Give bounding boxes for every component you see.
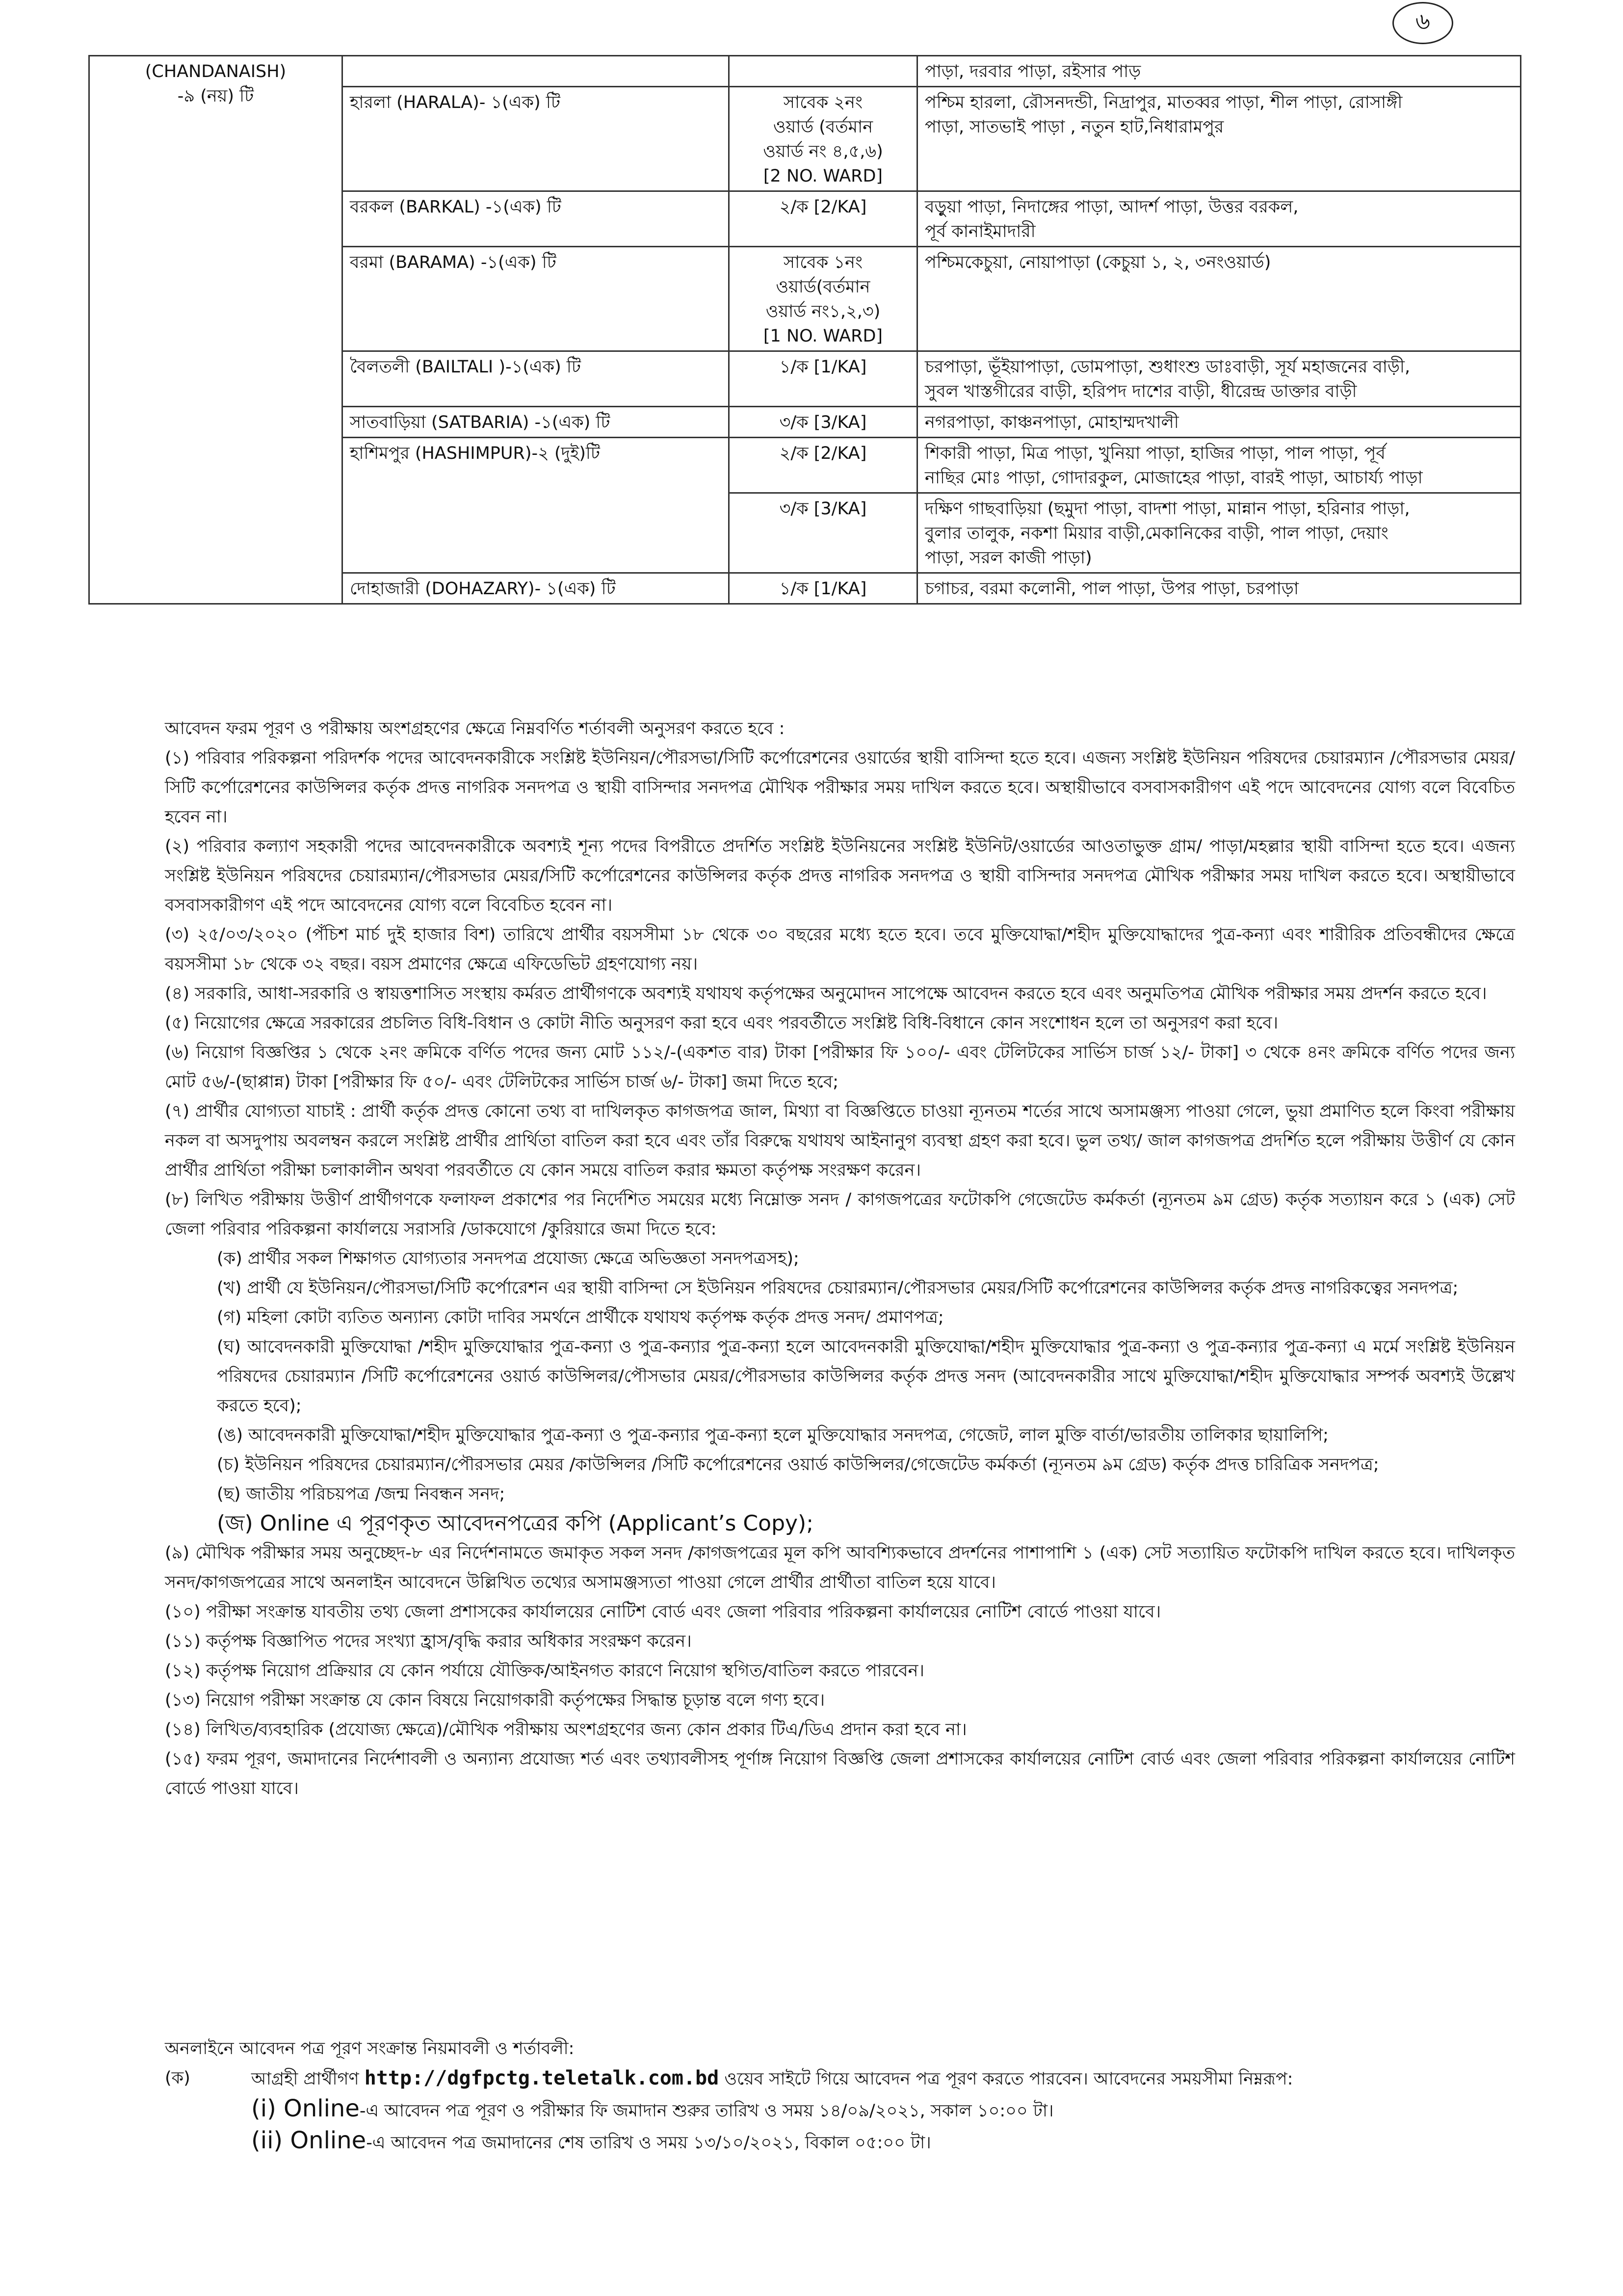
application-url-link[interactable]: http://dgfpctg.teletalk.com.bd: [364, 2067, 719, 2089]
union-name-cell: (CHANDANAISH) -৯ (নয়) টি: [89, 56, 342, 604]
villages-cell: পাড়া, দরবার পাড়া, রইসার পাড়: [917, 56, 1521, 87]
online-date-prefix: (i) Online: [251, 2095, 360, 2122]
villages-cell: চরপাড়া, ভূঁইয়াপাড়া, ডোমপাড়া, শুধাংশু ডাঃবাড়ী, সূর্য মহাজনের বাড়ী, সুবল খাস্তগীরের বাড়ী, হরিপদ দাশের বাড়ী, ধীরেন্দ্র ডাক্তার বাড়ী: [917, 351, 1521, 407]
condition-item: (৯) মৌখিক পরীক্ষার সময় অনুচ্ছেদ-৮ এর নির্দেশনামতে জমাকৃত সকল সনদ /কাগজপত্রের মূল কপি আবশ্যিকভাবে প্রদর্শনের পাশাপাশি ১ (এক) সেট সত্যায়িত ফটোকপি দাখিল করতে হবে। দাখিলকৃত সনদ/কাগজপত্রের সাথে অনলাইন আবেদনে উল্লিখিত তথ্যের অসামঞ্জস্যতা পাওয়া গেলে প্রার্থীর প্রার্থীতা বাতিল হয়ে যাবে।: [165, 1543, 1515, 1592]
online-date-item: [165, 2094, 1515, 2126]
online-text-after: ওয়েব সাইটে গিয়ে আবেদন পত্র পূরণ করতে পারবেন। আবেদনের সময়সীমা নিম্নরূপ:: [719, 2069, 1293, 2089]
condition-item: (২) পরিবার কল্যাণ সহকারী পদের আবেদনকারীকে অবশ্যই শূন্য পদের বিপরীতে প্রদর্শিত সংশ্লিষ্ট ইউনিয়নের সংশ্লিষ্ট ইউনিট/ওয়ার্ডের আওতাভুক্ত গ্রাম/ পাড়া/মহল্লার স্থায়ী বাসিন্দা হতে হবে। এজন্য সংশ্লিষ্ট ইউনিয়ন পরিষদের চেয়ারম্যান/পৌরসভার মেয়র/সিটি কর্পোরেশনের কাউন্সিলর কর্তৃক প্রদত্ত নাগরিক সনদপত্র ও স্থায়ী বাসিন্দার সনদপত্র মৌখিক পরীক্ষার সময় দাখিল করতে হবে। অস্থায়ীভাবে বসবাসকারীগণ এই পদে আবেদনের যোগ্য বলে বিবেচিত হবেন না।: [165, 837, 1515, 915]
villages-cell: চগাচর, বরমা কলোনী, পাল পাড়া, উপর পাড়া, চরপাড়া: [917, 573, 1521, 604]
document-subitem: (চ) ইউনিয়ন পরিষদের চেয়ারম্যান/পৌরসভার মেয়র /কাউন্সিলর /সিটি কর্পোরেশনের ওয়ার্ড কাউন্সিলর/গেজেটেড কর্মকর্তা (ন্যূনতম ৯ম গ্রেড) কর্তৃক প্রদত্ত চারিত্রিক সনদপত্র;: [217, 1455, 1379, 1475]
online-item: [165, 2063, 1515, 2094]
condition-item: (১২) কর্তৃপক্ষ নিয়োগ প্রক্রিয়ার যে কোন পর্যায়ে যৌক্তিক/আইনগত কারণে নিয়োগ স্থগিত/বাতিল করতে পারবেন।: [165, 1661, 924, 1681]
villages-cell: পশ্চিমকেচুয়া, নোয়াপাড়া (কেচুয়া ১, ২, ৩নংওয়ার্ড): [917, 247, 1521, 351]
online-text-before: আগ্রহী প্রার্থীগণ: [251, 2069, 365, 2089]
villages-cell: দক্ষিণ গাছবাড়িয়া (ছমুদা পাড়া, বাদশা পাড়া, মান্নান পাড়া, হরিনার পাড়া, বুলার তালুক, নকশা মিয়ার বাড়ী,মেকানিকের বাড়ী, পাল পাড়া, দেয়াং পাড়া, সরল কাজী পাড়া): [917, 493, 1521, 573]
condition-item: (১৩) নিয়োগ পরীক্ষা সংক্রান্ত যে কোন বিষয়ে নিয়োগকারী কর্তৃপক্ষের সিদ্ধান্ত চূড়ান্ত বলে গণ্য হবে।: [165, 1690, 825, 1710]
online-item-text: [251, 2063, 1515, 2094]
document-subitem: (জ) Online এ পূরণকৃত আবেদনপত্রের কপি (Applicant’s Copy);: [217, 1511, 814, 1536]
condition-item: (৩) ২৫/০৩/২০২০ (পঁচিশ মার্চ দুই হাজার বিশ) তারিখে প্রার্থীর বয়সসীমা ১৮ থেকে ৩০ বছরের মধ্যে হতে হবে। তবে মুক্তিযোদ্ধা/শহীদ মুক্তিযোদ্ধাদের পুত্র-কন্যা এবং শারীরিক প্রতিবন্ধীদের ক্ষেত্রে বয়সসীমা ১৮ থেকে ৩২ বছর। বয়স প্রমাণের ক্ষেত্রে এফিডেভিট গ্রহণযোগ্য নয়।: [165, 925, 1515, 974]
condition-item: (৭) প্রার্থীর যোগ্যতা যাচাই : প্রার্থী কর্তৃক প্রদত্ত কোনো তথ্য বা দাখিলকৃত কাগজপত্র জাল, মিথ্যা বা বিজ্ঞপ্তিতে চাওয়া ন্যূনতম শর্তের সাথে অসামঞ্জস্য পাওয়া গেলে, ভুয়া প্রমাণিত হলে কিংবা পরীক্ষায় নকল বা অসদুপায় অবলম্বন করলে সংশ্লিষ্ট প্রার্থীর প্রার্থিতা বাতিল করা হবে এবং তাঁর বিরুদ্ধে যথাযথ আইনানুগ ব্যবস্থা গ্রহণ করা হবে। ভুল তথ্য/ জাল কাগজপত্র প্রদর্শিত হলে পরীক্ষায় উত্তীর্ণ যে কোন প্রার্থীর প্রার্থিতা পরীক্ষা চলাকালীন অথবা পরবর্তীতে যে কোন সময়ে বাতিল করার ক্ষমতা কর্তৃপক্ষ সংরক্ষণ করেন।: [165, 1102, 1515, 1180]
condition-item: (৮) লিখিত পরীক্ষায় উত্তীর্ণ প্রার্থীগণকে ফলাফল প্রকাশের পর নির্দেশিত সময়ের মধ্যে নিম্নোক্ত সনদ / কাগজপত্রের ফটোকপি গেজেটেড কর্মকর্তা (ন্যূনতম ৯ম গ্রেড) কর্তৃক সত্যায়ন করে ১ (এক) সেট জেলা পরিবার পরিকল্পনা কার্যালয়ে সরাসরি /ডাকযোগে /কুরিয়ারে জমা দিতে হবে:: [165, 1190, 1515, 1239]
document-subitem: (ঙ) আবেদনকারী মুক্তিযোদ্ধা/শহীদ মুক্তিযোদ্ধার পুত্র-কন্যা ও পুত্র-কন্যার পুত্র-কন্যা হলে মুক্তিযোদ্ধার সনদপত্র, গেজেট, লাল মুক্তি বার্তা/ভারতীয় তালিকার ছায়ালিপি;: [217, 1425, 1329, 1445]
mouza-cell: বরমা (BARAMA) -১(এক) টি: [342, 247, 729, 351]
online-item-label: (ক): [165, 2068, 190, 2088]
document-subitem: (ঘ) আবেদনকারী মুক্তিযোদ্ধা /শহীদ মুক্তিযোদ্ধার পুত্র-কন্যা ও পুত্র-কন্যার পুত্র-কন্যা হলে আবেদনকারী মুক্তিযোদ্ধা/শহীদ মুক্তিযোদ্ধার পুত্র-কন্যা ও পুত্র-কন্যার পুত্র-কন্যা এ মর্মে সংশ্লিষ্ট ইউনিয়ন পরিষদের চেয়ারম্যান /সিটি কর্পোরেশনের ওয়ার্ড কাউন্সিলর/পৌসভার মেয়র/পৌরসভার কাউন্সিলর কর্তৃক প্রদত্ত সনদ (আবেদনকারীর সাথে মুক্তিযোদ্ধা/শহীদ মুক্তিযোদ্ধার সম্পর্ক অবশ্যই উল্লেখ করতে হবে);: [217, 1337, 1515, 1416]
ward-cell: ৩/ক [3/KA]: [729, 493, 917, 573]
conditions-title: আবেদন ফরম পূরণ ও পরীক্ষায় অংশগ্রহণের ক্ষেত্রে নিম্নবর্ণিত শর্তাবলী অনুসরণ করতে হবে :: [165, 719, 785, 739]
mouza-cell: হাশিমপুর (HASHIMPUR)-২ (দুই)টি: [342, 438, 729, 573]
online-date-text: -এ আবেদন পত্র পূরণ ও পরীক্ষার ফি জমাদান শুরুর তারিখ ও সময় ১৪/০৯/২০২১, সকাল ১০:০০ টা।: [359, 2101, 1054, 2121]
condition-item: (১১) কর্তৃপক্ষ বিজ্ঞাপিত পদের সংখ্যা হ্রাস/বৃদ্ধি করার অধিকার সংরক্ষণ করেন।: [165, 1632, 692, 1651]
condition-item: (১০) পরীক্ষা সংক্রান্ত যাবতীয় তথ্য জেলা প্রশাসকের কার্যালয়ের নোটিশ বোর্ড এবং জেলা পরিবার পরিকল্পনা কার্যালয়ের নোটিশ বোর্ডে পাওয়া যাবে।: [165, 1602, 1161, 1622]
online-date-prefix: (ii) Online: [251, 2127, 366, 2154]
ward-cell: ১/ক [1/KA]: [729, 573, 917, 604]
online-title: অনলাইনে আবেদন পত্র পূরণ সংক্রান্ত নিয়মাবলী ও শর্তাবলী:: [165, 2039, 575, 2058]
ward-cell: সাবেক ১নং ওয়ার্ড(বর্তমান ওয়ার্ড নং১,২,৩) [1 NO. WARD]: [729, 247, 917, 351]
online-date-item: [165, 2126, 1515, 2158]
document-subitem: (ক) প্রার্থীর সকল শিক্ষাগত যোগ্যতার সনদপত্র প্রযোজ্য ক্ষেত্রে অভিজ্ঞতা সনদপত্রসহ);: [217, 1249, 799, 1268]
ward-cell: ১/ক [1/KA]: [729, 351, 917, 407]
condition-item: (৫) নিয়োগের ক্ষেত্রে সরকারের প্রচলিত বিধি-বিধান ও কোটা নীতি অনুসরণ করা হবে এবং পরবর্তীতে সংশ্লিষ্ট বিধি-বিধানে কোন সংশোধন হলে তা অনুসরণ করা হবে।: [165, 1013, 1279, 1033]
condition-item: (১৪) লিখিত/ব্যবহারিক (প্রযোজ্য ক্ষেত্রে)/মৌখিক পরীক্ষায় অংশগ্রহণের জন্য কোন প্রকার টিএ/ডিএ প্রদান করা হবে না।: [165, 1720, 967, 1740]
online-date-text: -এ আবেদন পত্র জমাদানের শেষ তারিখ ও সময় ১৩/১০/২০২১, বিকাল ০৫:০০ টা।: [366, 2133, 931, 2153]
condition-item: (৬) নিয়োগ বিজ্ঞপ্তির ১ থেকে ২নং ক্রমিকে বর্ণিত পদের জন্য মোট ১১২/-(একশত বার) টাকা [পরীক্ষার ফি ১০০/- এবং টেলিটকের সার্ভিস চার্জ ১২/- টাকা] ৩ থেকে ৪নং ক্রমিকে বর্ণিত পদের জন্য মোট ৫৬/-(ছাপ্পান্ন) টাকা [পরীক্ষার ফি ৫০/- এবং টেলিটকের সার্ভিস চার্জ ৬/- টাকা] জমা দিতে হবে;: [165, 1043, 1515, 1092]
mouza-cell: হারলা (HARALA)- ১(এক) টি: [342, 87, 729, 191]
ward-cell: ২/ক [2/KA]: [729, 438, 917, 493]
online-application-section: [165, 2034, 1515, 2158]
union-ward-table: [88, 55, 1521, 605]
condition-item: (১) পরিবার পরিকল্পনা পরিদর্শক পদের আবেদনকারীকে সংশ্লিষ্ট ইউনিয়ন/পৌরসভা/সিটি কর্পোরেশনের ওয়ার্ডের স্থায়ী বাসিন্দা হতে হবে। এজন্য সংশ্লিষ্ট ইউনিয়ন পরিষদের চেয়ারম্যান /পৌরসভার মেয়র/সিটি কর্পোরেশনের কাউন্সিলর কর্তৃক প্রদত্ত নাগরিক সনদপত্র ও স্থায়ী বাসিন্দার সনদপত্র মৌখিক পরীক্ষার সময় দাখিল করতে হবে। অস্থায়ীভাবে বসবাসকারীগণ এই পদে আবেদনের যোগ্য বলে বিবেচিত হবেন না।: [165, 748, 1515, 827]
ward-cell: [729, 56, 917, 87]
document-subitem: (গ) মহিলা কোটা ব্যতিত অন্যান্য কোটা দাবির সমর্থনে প্রার্থীকে যথাযথ কর্তৃপক্ষ কর্তৃক প্রদত্ত সনদ/ প্রমাণপত্র;: [217, 1308, 944, 1327]
page-number: ৬: [1392, 2, 1453, 44]
villages-cell: বড়ুয়া পাড়া, নিদাঙ্গের পাড়া, আদর্শ পাড়া, উত্তর বরকল, পূর্ব কানাইমাদারী: [917, 191, 1521, 247]
villages-cell: পশ্চিম হারলা, রৌসনদন্ডী, নিদ্রাপুর, মাতব্বর পাড়া, শীল পাড়া, রোসাঙ্গী পাড়া, সাতভাই পাড়া , নতুন হাট,নিধারামপুর: [917, 87, 1521, 191]
mouza-cell: বৈলতলী (BAILTALI )-১(এক) টি: [342, 351, 729, 407]
mouza-cell: দোহাজারী (DOHAZARY)- ১(এক) টি: [342, 573, 729, 604]
ward-cell: ২/ক [2/KA]: [729, 191, 917, 247]
document-subitem: (ছ) জাতীয় পরিচয়পত্র /জন্ম নিবন্ধন সনদ;: [217, 1484, 505, 1504]
conditions-section: [165, 714, 1515, 1803]
document-subitem: (খ) প্রার্থী যে ইউনিয়ন/পৌরসভা/সিটি কর্পোরেশন এর স্থায়ী বাসিন্দা সে ইউনিয়ন পরিষদের চেয়ারম্যান/পৌরসভার মেয়র/সিটি কর্পোরেশনের কাউন্সিলর কর্তৃক প্রদত্ত নাগরিকত্বের সনদপত্র;: [217, 1278, 1459, 1298]
mouza-cell: বরকল (BARKAL) -১(এক) টি: [342, 191, 729, 247]
mouza-cell: সাতবাড়িয়া (SATBARIA) -১(এক) টি: [342, 407, 729, 438]
condition-item: (৪) সরকারি, আধা-সরকারি ও স্বায়ত্তশাসিত সংস্থায় কর্মরত প্রার্থীগণকে অবশ্যই যথাযথ কর্তৃপক্ষের অনুমোদন সাপেক্ষে আবেদন করতে হবে এবং অনুমতিপত্র মৌখিক পরীক্ষার সময় প্রদর্শন করতে হবে।: [165, 984, 1487, 1003]
villages-cell: শিকারী পাড়া, মিত্র পাড়া, খুনিয়া পাড়া, হাজির পাড়া, পাল পাড়া, পূর্ব নাছির মোঃ পাড়া, গোদারকুল, মোজাহের পাড়া, বারই পাড়া, আচার্য্য পাড়া: [917, 438, 1521, 493]
table-row: [89, 56, 1521, 87]
condition-item: (১৫) ফরম পূরণ, জমাদানের নির্দেশাবলী ও অন্যান্য প্রযোজ্য শর্ত এবং তথ্যাবলীসহ পূর্ণাঙ্গ নিয়োগ বিজ্ঞপ্তি জেলা প্রশাসকের কার্যালয়ের নোটিশ বোর্ড এবং জেলা পরিবার পরিকল্পনা কার্যালয়ের নোটিশ বোর্ডে পাওয়া যাবে।: [165, 1749, 1515, 1798]
mouza-cell: [342, 56, 729, 87]
villages-cell: নগরপাড়া, কাঞ্চনপাড়া, মোহাম্মদখালী: [917, 407, 1521, 438]
ward-cell: ৩/ক [3/KA]: [729, 407, 917, 438]
ward-cell: সাবেক ২নং ওয়ার্ড (বর্তমান ওয়ার্ড নং ৪,৫,৬) [2 NO. WARD]: [729, 87, 917, 191]
